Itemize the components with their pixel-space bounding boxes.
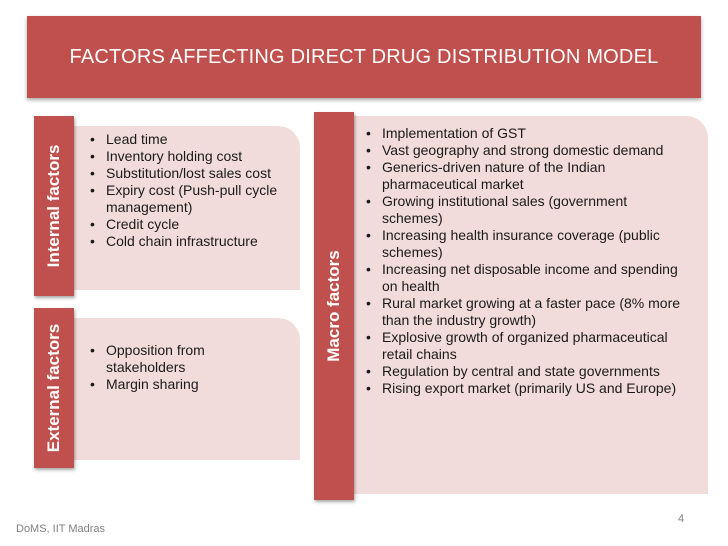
list-item: • Opposition from stakeholders [90, 342, 205, 375]
list-item: • Rising export market (primarily US and Europe) [366, 380, 677, 396]
list-item: • Explosive growth of organized pharmaceutical retail chains [366, 329, 668, 362]
list-item: • Rural market growing at a faster pace (8% more than the industry growth) [366, 295, 681, 328]
footer-text: DoMS, IIT Madras [16, 523, 106, 535]
list-item: • Lead time [90, 131, 168, 147]
macro-factors-list [366, 125, 686, 397]
list-item: • Increasing health insurance coverage (public schemes) [366, 227, 660, 260]
external-factors-list [90, 342, 286, 393]
external-factors-panel [48, 318, 300, 460]
page-number: 4 [678, 513, 685, 525]
internal-factors-label: Internal factors [34, 116, 74, 296]
external-factors-label: External factors [34, 308, 74, 468]
list-item: • Substitution/lost sales cost [90, 165, 271, 181]
internal-factors-panel [48, 126, 300, 290]
list-item: • Credit cycle [90, 216, 180, 232]
list-item: • Cold chain infrastructure [90, 233, 258, 249]
list-item: • Growing institutional sales (government schemes) [366, 193, 628, 226]
list-item: • Increasing net disposable income and spending on health [366, 261, 678, 294]
list-item: • Vast geography and strong domestic demand [366, 142, 664, 158]
list-item: • Implementation of GST [366, 125, 526, 141]
macro-factors-panel [334, 116, 708, 494]
list-item: • Regulation by central and state governments [366, 363, 660, 379]
slide-title: FACTORS AFFECTING DIRECT DRUG DISTRIBUTION MODEL [69, 45, 659, 68]
internal-factors-list [90, 131, 286, 250]
top-rule [0, 0, 728, 8]
list-item: • Margin sharing [90, 376, 199, 392]
list-item: • Generics-driven nature of the Indian pharmaceutical market [366, 159, 606, 192]
title-bar [27, 16, 701, 98]
list-item: • Expiry cost (Push-pull cycle management) [90, 182, 278, 215]
list-item: • Inventory holding cost [90, 148, 243, 164]
macro-factors-label: Macro factors [314, 112, 354, 500]
